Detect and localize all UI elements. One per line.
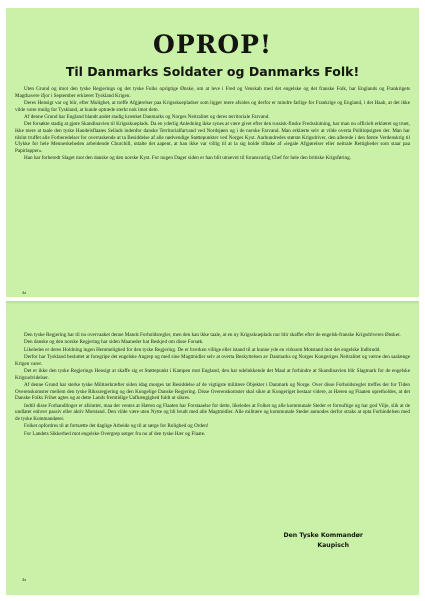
paragraph: Den danske og den norske Regjering har siden Maaneder hat Beskjed om disse Forsøk. [24,339,204,346]
body-text-bottom [15,332,410,438]
body-text-top [15,86,410,163]
paragraph: Af denne Grund har England blandt andet stadig krænket Danmarks og Norges Neitralitet og deres territoriale Farvand. [24,114,270,120]
paragraph: Indtil disse Forhandlinger er afsluttet, maa der ventes at Hæren og Flaaten har Forstaaelse for dette, likeledes at Folket og alle kommunale Steder er fornuftige og har god Vilje, slik at de undlater enhver passiv eller aktiv Motstand. Den vilde være uten Nytte og bli brudt med alle Magtmidler. Alle militære og kommunale Steder anmodes derfor straks at opta Forbindelsen med de tyske Kommandører. [15,402,410,422]
print-mark: 4a [22,577,27,582]
paragraph: For Landets Sikkerhed mot engelske Overgrep sørger fra nu af den tyske Hær og Flaate. [24,430,206,437]
print-mark: 4a [22,290,27,295]
paragraph: Deres Hensigt var og blir, efter Mulighet, at treffe Afgjørelser paa Krigsskuepladser som ligger mere afsides og derfor er mindre farlige for Frankrige og England, i det Haab, at det ikke vilde være mulig for Tyskland, at kunde optræde sterkt nok imot dem. [15,100,410,113]
paragraph: Uten Grund og imot den tyske Regjerings og det tyske Folks oprigtige Ønske, om at leve i Fred og Venskab med det engelske og det franske Folk, har Englands og Frankrigets Magthavere ifjor i September erklæret Tyskland Krigen. [15,86,410,99]
paragraph: Derfor har Tyskland besluttet at foregripe det engelske Angrep og med sine Magtmidler selv at overta Beskyttelsen av Danmarks og Norges Kongeriges Neitralitet og værne den saalænge Krigen varer. [15,353,410,367]
subheadline: Til Danmarks Soldater og Danmarks Folk! [65,64,360,79]
paragraph: Likeledes er deres Holdning ingen Hemmelighed for den tyske Regjering. De er hverken villige eller istand til at kunne yde en virksom Motstand mot det engelske Indbrudd. [24,346,381,353]
paragraph: Han har forberedt Slaget mot den danske og den norske Kyst. For nogen Dager siden er han blit utnævnt til foransvarlig Chef for hele den britiske Krigsføring. [24,155,351,162]
paragraph: Af denne Grund har sterke tyske Militærkræfter siden idag morges tat Besiddelse af de vigtigste militære Objekter i Danmark og Norge. Over disse Forholdsregler treffes der for Tiden Overenskomster mellem den tyske Rikssregjering og den Kongelige Danske Regjering. Disse Overenskomster skal sikre at Kongeriget bestaar videre, at Hæren og Flaaten opretholdes, at det Danske Folks Frihet agtes og at dette Lands fremtidige Uafhængighed fuldt ut sikres. [15,381,410,402]
paragraph: Folket opfordres til at fortsætte det daglige Arbeide og til at sørge for Rolighed og Orden! [24,423,209,430]
paragraph: Det forsøkte stadig at gjøre Skandinavien til Krigsskueplads. Da en yderlig Anledning ikke synes at være givet efter den russisk-finske Fredsslutning, har man nu officielt erklæret og truet, ikke mere at taale den tyske Handelsflaates Seilads indenfor danske Territorialfarvand ved Nordsjøen og i de norske Farvand. Man erklærte selv at vilde overta Politiopsigten der. Man har tilslut truffet alle Forberedelser for overraskende at ta Besiddelse af alle nødvendige Støttepunkter ved Norges Kyst. Aarhundredes største Krigsdriver, den allerede i den første Verdenskrig til Ulykke for hele Menneskeheden arbeidende Churchill, uttalte det aapent, at han ikke var villig til at la sig holde tilbake af »legale Afgjørelser eller neitrale Rettigheder som staar paa Papirlapper«. [15,121,410,155]
headline: OPROP! [153,30,272,59]
fold-shadow [6,301,419,305]
paragraph: Den tyske Regjering har til nu overvaaket denne Mands Forholdsregler, men den kan ikke taale, at en ny Krigsskueplads nur blir skaffet efter de engelsk-franske Krigsdriveres Ønsker. [24,332,401,338]
paragraph: Det er ikke den tyske Regjerings Hensigt at skaffe sig et Støttepunkt i Kampen mot England, den har udelukkende det Maal at forhindre at Skandinavien blir Slagmark for de engelske Krigsudvidelser. [15,367,410,381]
proclamation-sheet-top [6,8,419,297]
signature-title: Den Tyske Kommandør [283,532,363,539]
proclamation-sheet-bottom [6,301,419,595]
signature-name: Kaupisch [317,542,349,549]
